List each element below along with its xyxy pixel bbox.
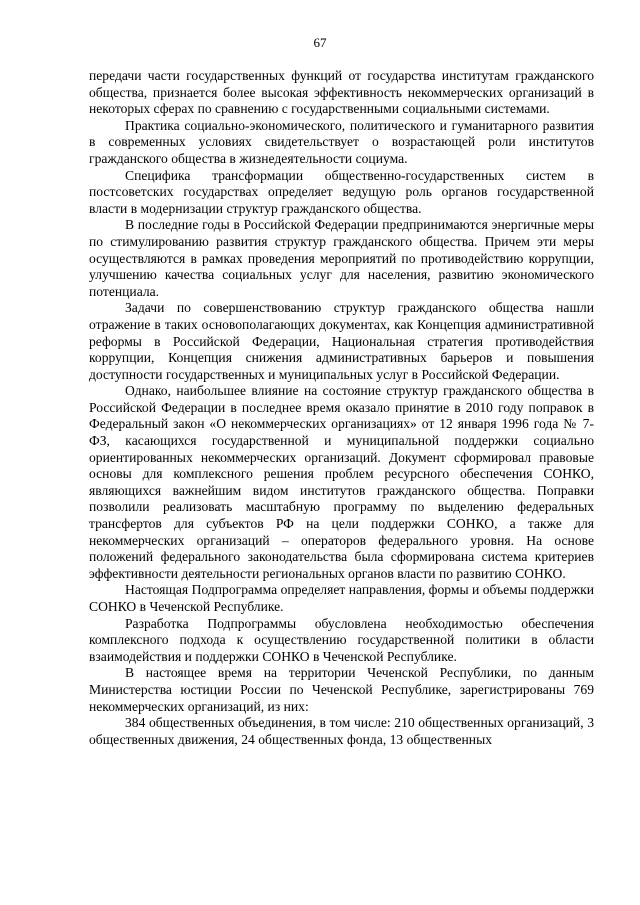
paragraph: Специфика трансформации общественно-государственных систем в постсоветских государствах определяет ведущую роль органов государственной власти в модернизации структур гражданского общества. [89,167,594,216]
paragraph: Однако, наибольшее влияние на состояние структур гражданского общества в Российской Федерации в последнее время оказало принятие в 2010 году поправок в Федеральный закон «О некоммерческих организациях» от 12 января 1996 года № 7-ФЗ, касающихся государственной и муниципальной поддержки социально ориентированных некоммерческих организаций. Документ сформировал правовые основы для комплексного решения проблем ресурсного обеспечения СОНКО, являющихся важнейшим видом институтов гражданского общества. Поправки позволили реализовать масштабную программу по выделению федеральных трансфертов для субъектов РФ на цели поддержки СОНКО, а также для некоммерческих организаций – операторов федерального уровня. На основе положений федерального законодательства была сформирована система критериев эффективности деятельности региональных органов власти по развитию СОНКО. [89,383,594,581]
page-number: 67 [313,35,327,50]
paragraph: Практика социально-экономического, политического и гуманитарного развития в современных условиях свидетельствует о возрастающей роли институтов гражданского общества в жизнедеятельности социума. [89,117,594,166]
paragraph: Разработка Подпрограммы обусловлена необходимостью обеспечения комплексного подхода к осуществлению государственной политики в области взаимодействия и поддержки СОНКО в Чеченской Республике. [89,615,594,664]
body-text [89,68,594,748]
paragraph: Задачи по совершенствованию структур гражданского общества нашли отражение в таких основополагающих документах, как Концепция административной реформы в Российской Федерации, Национальная стратегия противодействия коррупции, Концепция снижения административных барьеров и повышения доступности государственных и муниципальных услуг в Российской Федерации. [89,300,594,382]
paragraph: Настоящая Подпрограмма определяет направления, формы и объемы поддержки СОНКО в Чеченской Республике. [89,582,594,614]
paragraph: передачи части государственных функций от государства институтам гражданского общества, признается более высокая эффективность некоммерческих организаций в некоторых сферах по сравнению с государственными социальными системами. [89,68,594,117]
paragraph: 384 общественных объединения, в том числе: 210 общественных организаций, 3 общественных движения, 24 общественных фонда, 13 общественных [89,715,594,747]
paragraph: В последние годы в Российской Федерации предпринимаются энергичные меры по стимулированию развития структур гражданского общества. Причем эти меры осуществляются в рамках проведения мероприятий по противодействию коррупции, улучшению качества социальных услуг для населения, развитию экономического потенциала. [89,217,594,299]
paragraph: В настоящее время на территории Чеченской Республики, по данным Министерства юстиции России по Чеченской Республике, зарегистрированы 769 некоммерческих организаций, из них: [89,665,594,714]
